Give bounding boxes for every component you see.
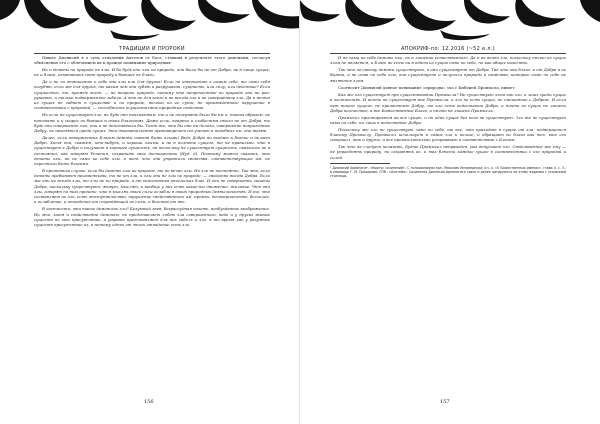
footnote: ¹ Дионисий Ареопагит, «Корпус сочинений». С толкованиями прп. Максима Исповедника; кн. 4. «О Божественных именах», глава 4, с. 3.; в переводе Г. М. Прохорова. СПб.: «Алетейя». Сочинения Дионисия Ареопагита здесь и далее цитируются по этому изданию с указанием страницы. [330, 165, 566, 179]
quote-paragraph: Так что по-своему демоны существуют, и они существуют от Добра. Так что они блага, и от Добра в их бытии, а не сами по себе злы; они существуют и получили природы и свойства, которые сами по себе не являются злом. [330, 67, 566, 83]
tribal-ornament-left-icon [0, 0, 300, 44]
right-page-text [330, 55, 566, 179]
quote-paragraph: Да и не по отношению к себе они злы или для других! Если по отношению к самим себе, то сами себя погубят, если же для других, то каким чем они губят и разрушают, сущность, или силу, или действие? Если сущностью, то, прежде всего, — не вопреки природе, потому что непричастное по природе они не разрушают, и только подверженное гибели. А это не для всего и не всегда зло и не совершенное зло. Да и ничто из сущих не гибнет в существе и по природе, только по ее сути; но произведенного нарушение в соответствии с природой, — способность осуществлять природные свойства. [34, 79, 270, 111]
page-number: 157 [440, 399, 450, 405]
right-page [300, 0, 600, 424]
tribal-ornament-right-icon [300, 0, 600, 44]
running-header: АПОКРИФ-по: 12.2016 (~52 е.л.) [330, 46, 566, 54]
intro-paragraph: Пишет Дионисий в о сути отпадения Ангелов от Бога, ставших в результате этого демонами, согласуя объяснение его с облечением их к прежде понимание природных: [34, 55, 270, 66]
quote-paragraph: И не сами по себе демоны злы, но в лишении естественного. Да и не вечно зло, поскольку ничто из сущих злом не является, и Благо не есть ни в одном из сущих само по себе, но как общее качество. [330, 55, 566, 66]
quote-paragraph: Как же зло существует при существовании Промысла? Не существует злом как зло, а лишь среди сущих в частностях. И ничто не существует вне Промысла, и зло не есть сущее, но смешанное с Добром. И если нет ничего сущего, не причастного Добру, то зло есть недостаток Добра, и ничто из сущих не лишено Добра полностью, а все Божественное Благо, и ничто не лишено Промысла. [330, 92, 566, 113]
quote-paragraph: Далее, если поверженные Благом демоны имеют быть злыми! Ведь Добро ни входит в бытие и делает Добро. Хотя они, скажем, кто-нибудь, и хороши злыми, и не в полноте сущего, то не правильно, что в существует к Добро и получает в хорошее сущность, на поскольку не существует сущность, оказались не в состоянии, как говорят Речения, сохранить свое достоинство (Иуд. 6). Поэтому можно сказать, что демоны злы, но не сами по себе злы, а тем, что они утратили свойства, соответствующие им, не перестали быть благими. [34, 134, 270, 167]
running-header: ТРАДИЦИИ И ПРОРОКИ [34, 46, 270, 54]
quote-paragraph: Но если не существует зло, не будь оно неизменным, то и не почерпать было бы им и, таким образом, не понимать и к скорее их бывших в своих благостях. Даже если, вопреки и слабостям стали не от Добра, то будь они совершенно злы, они и не действовали бы. Тогда же, что бы они ни делали, совершенно непригодные Добру, не находятся среди сущих. Это доказательство противоречит им учению и подобных им, они видят. [34, 112, 270, 134]
quote-paragraph: Поскольку же зло не существует само по себе, то все, что приходит в сущие от зла, подвергается благому Промыслу. Промысел использует и самое зло к пользе, и обращает во благо как тех, кто его совершил, так и других, и все промыслительно устраивает в соответствии с Благом. [330, 126, 566, 143]
quote-paragraph: Так что не следует полагать, будто Промысел неправеден, раз допускает зло. Свойственное же ему — не упразднять природу, но сохранять ее, и так блюсти каждое сущее в соответствии с его природой и силой. [330, 144, 566, 160]
quote-paragraph: Промысел простирается на все сущее, и ни одно сущее без него не существует. Зло же не существует само по себе, но лишь в недостатке Добра. [330, 114, 566, 125]
page-number: 156 [144, 399, 154, 405]
quote-paragraph: В противном случае, если бы демоны злы по природе, то не вечно злы. Но зло не постоянно. Так что, если демоны пребывают неизменными, то не от зла, и злы они не злы по природе, — свойство всегда Добра. Если же они не всегда злы, то злы не по природе, а от недостатка ангельских благ. И они не совершенно лишены Добра, поскольку существуют, живут, мыслят, и вообще у них есть какое-то движение, желание. Что они злы, говорят по той причине, что в мыслях своей силы ослабли в своих природных деятельностях. И то, что составляет их зло, есть отступничество, нарушение свойственного им, промах, несовершенство, бессилие, и ослабление, и отпадение от сохраняющей их силы, и бегство от нее. [34, 167, 270, 205]
left-page-text [34, 55, 270, 229]
transition-paragraph: Соотносит Дионисий данное понимание «природы» зла с Библией Промысла, пишет: [338, 84, 516, 90]
footnote-rule [330, 163, 390, 164]
quote-paragraph: Но и демоны по природе не злы. И бо будь они злы по природе, они были бы не от Добра, не в чище сущих; не и благи, изменивших свою природу и бывших не благи. [34, 67, 270, 78]
quote-paragraph: В частности, что такое демонское зло? Безумный гнев, безрассудная похоть, необузданное воображение. Но это, хотя и свойственно демонам, не представляет собою зла совершенного, ведь и у других живых существ не это присутствие, а утрата представляет для них гибель и зло, в то время как у разумных существ присутствие их, а потому одних от этого отпадение есть зло. [34, 206, 270, 228]
